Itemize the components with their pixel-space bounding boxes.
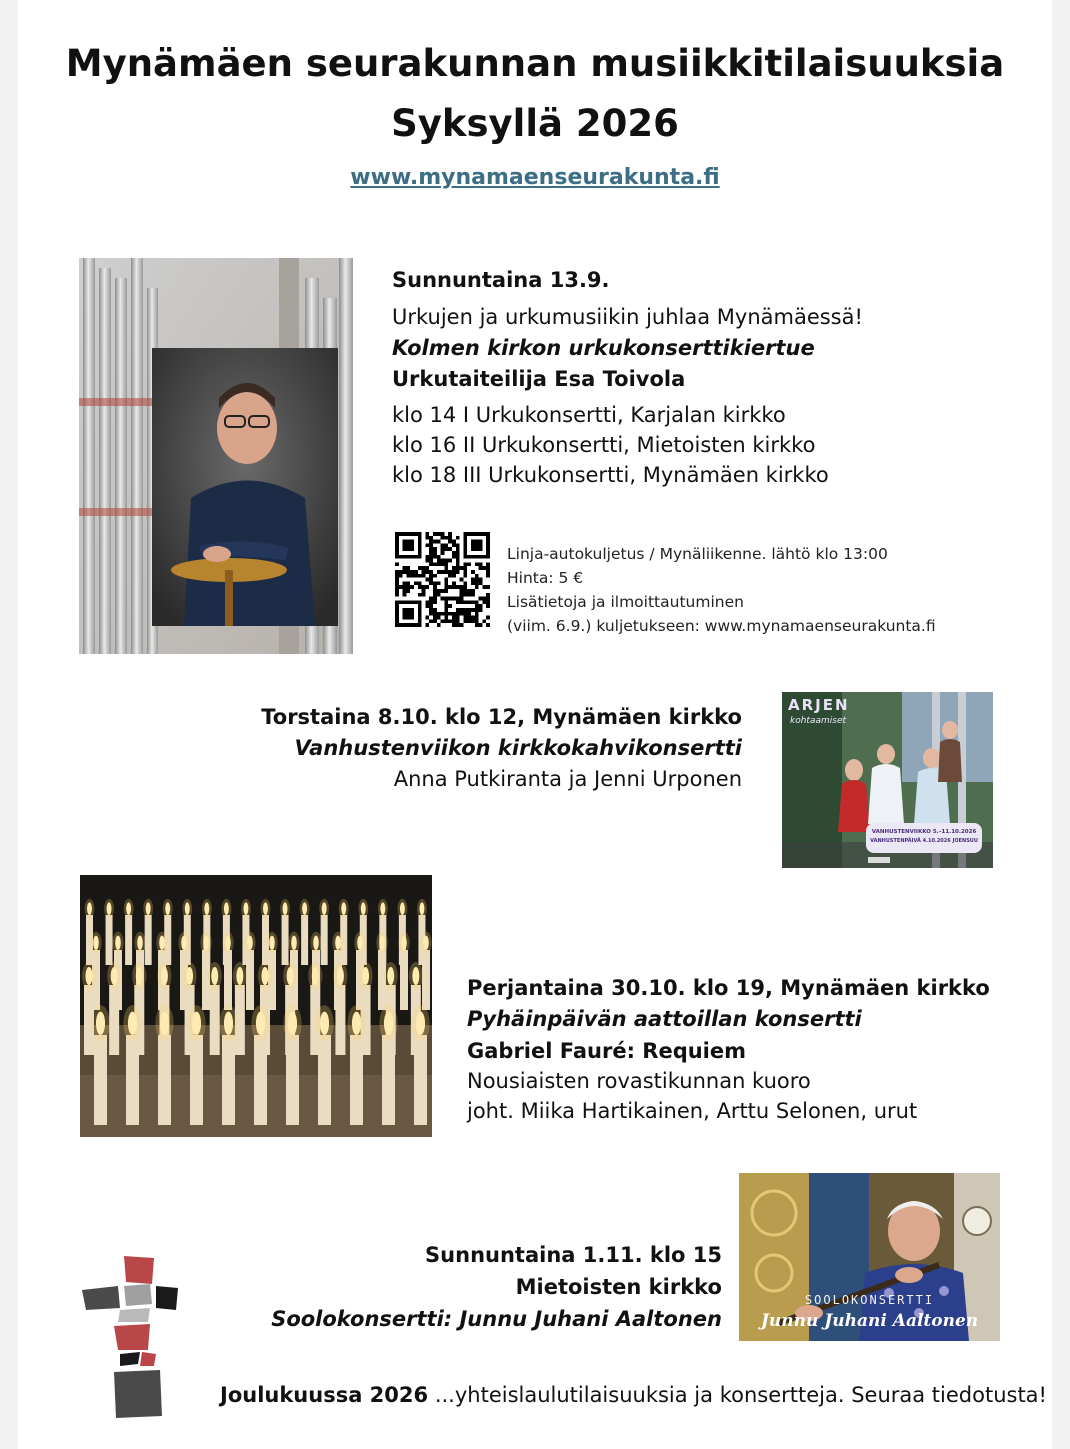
event1-schedule-item: klo 14 I Urkukonsertti, Karjalan kirkko (392, 403, 786, 427)
event1-schedule-item: klo 18 III Urkukonsertti, Mynämäen kirkko (392, 463, 829, 487)
event3-choir: Nousiaisten rovastikunnan kuoro (467, 1069, 811, 1093)
event2-date: Torstaina 8.10. klo 12, Mynämäen kirkko (261, 705, 742, 729)
page-title-line1: Mynämäen seurakunnan musiikkitilaisuuksia (65, 42, 1005, 85)
event2-performers: Anna Putkiranta ja Jenni Urponen (393, 767, 742, 791)
transport-info-line: Linja-autokuljetus / Mynäliikenne. lähtö klo 13:00 (507, 545, 888, 563)
event3-work: Gabriel Fauré: Requiem (467, 1039, 747, 1063)
page-title-line2: Syksyllä 2026 (391, 102, 679, 145)
organ-photo (79, 258, 353, 654)
poster-title: ARJEN (788, 696, 850, 714)
event3-conductors: joht. Miika Hartikainen, Arttu Selonen, urut (467, 1099, 918, 1123)
transport-info-line: Lisätietoja ja ilmoittautuminen (507, 593, 744, 611)
candles-photo (80, 875, 432, 1137)
footer-note (220, 1380, 1047, 1410)
parish-logo (80, 1254, 180, 1419)
poster-subtitle: kohtaamiset (790, 716, 847, 726)
footer-text: ...yhteislaulutilaisuuksia ja konsertteja. Seuraa tiedotusta! (428, 1383, 1047, 1407)
event4-venue: Mietoisten kirkko (515, 1275, 722, 1299)
website-link[interactable]: www.mynamaenseurakunta.fi (350, 165, 720, 190)
elderly-week-poster (782, 692, 993, 868)
soloist-photo-caption1: SOOLOKONSERTTI (804, 1293, 935, 1307)
event2-name: Vanhustenviikon kirkkokahvikonsertti (294, 736, 742, 760)
soloist-photo (739, 1173, 1000, 1341)
event1-name: Kolmen kirkon urkukonserttikiertue (392, 336, 815, 360)
transport-price: Hinta: 5 € (507, 569, 584, 587)
event1-schedule-item: klo 16 II Urkukonsertti, Mietoisten kirkko (392, 433, 816, 457)
event1-tagline: Urkujen ja urkumusiikin juhlaa Mynämäessä! (392, 305, 863, 329)
event4-name: Soolokonsertti: Junnu Juhani Aaltonen (271, 1307, 722, 1331)
poster-badge (866, 823, 982, 853)
footer-month: Joulukuussa 2026 (220, 1383, 429, 1407)
poster-line2: VANHUSTENPÄIVÄ 4.10.2026 JOENSUU (870, 838, 978, 844)
event3-name: Pyhäinpäivän aattoillan konsertti (467, 1007, 862, 1031)
poster-line1: VANHUSTENVIIKKO 5.–11.10.2026 (871, 829, 977, 835)
event4-date: Sunnuntaina 1.11. klo 15 (425, 1243, 722, 1267)
transport-info-line: (viim. 6.9.) kuljetukseen: www.mynamaenseurakunta.fi (507, 617, 936, 635)
event3-date: Perjantaina 30.10. klo 19, Mynämäen kirkko (467, 976, 990, 1000)
event1-date: Sunnuntaina 13.9. (392, 268, 610, 292)
soloist-photo-caption2: Junnu Juhani Aaltonen (760, 1311, 979, 1331)
qr-code[interactable] (395, 532, 490, 627)
event1-performer: Urkutaiteilija Esa Toivola (392, 367, 686, 391)
